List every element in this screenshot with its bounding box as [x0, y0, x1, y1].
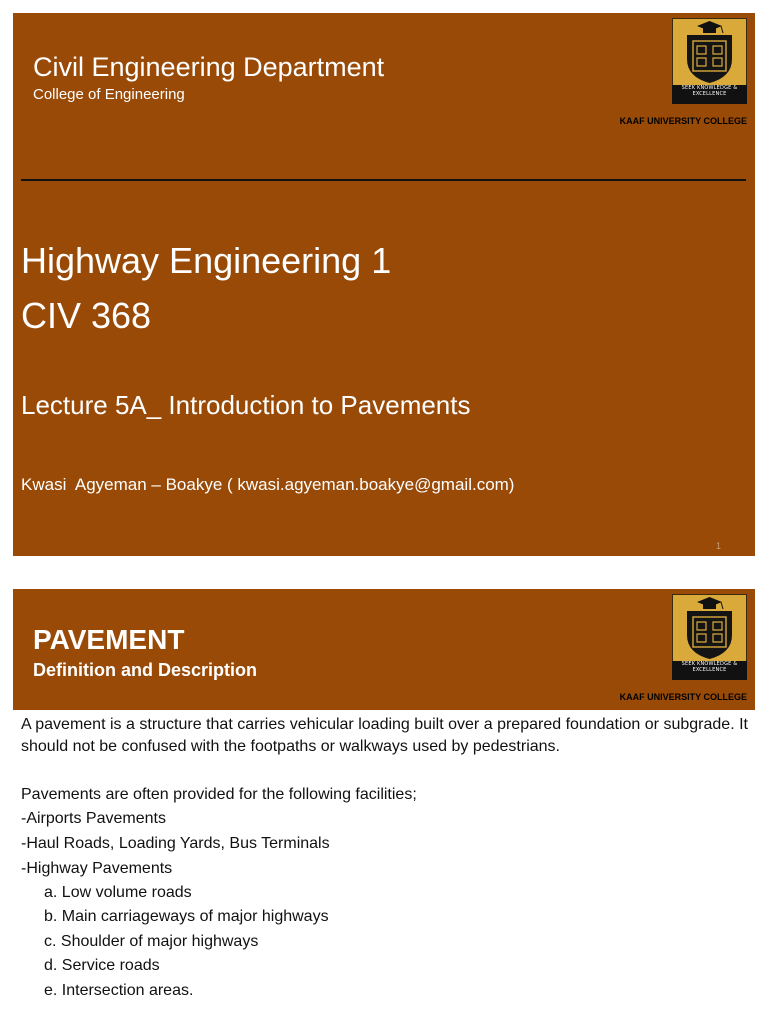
course-code: CIV 368: [21, 295, 152, 336]
lecture-title: Lecture 5A_ Introduction to Pavements: [21, 390, 471, 420]
institution-name: KAAF UNIVERSITY COLLEGE: [619, 116, 747, 126]
sub-list-item: b. Main carriageways of major highways: [44, 908, 329, 925]
definition-paragraph: A pavement is a structure that carries vehicular loading built over a prepared foundation or subgrade. It should not be confused with the footpaths or walkways used by pedestrians.: [21, 716, 748, 755]
sub-list-item: a. Low volume roads: [44, 884, 192, 901]
list-item: -Haul Roads, Loading Yards, Bus Terminals: [21, 835, 330, 852]
college-logo: [672, 594, 747, 679]
list-item: -Highway Pavements: [21, 860, 173, 877]
course-title: Highway Engineering 1: [21, 240, 392, 281]
facilities-intro: Pavements are often provided for the following facilities;: [21, 786, 417, 803]
author-line: Kwasi Agyeman – Boakye ( kwasi.agyeman.boakye@gmail.com): [21, 475, 515, 494]
sub-list-item: e. Intersection areas.: [44, 982, 194, 999]
shield-icon: [673, 595, 746, 661]
slide-number: 1: [716, 541, 722, 551]
college-logo: [672, 18, 747, 103]
logo-motto: SEEK KNOWLEDGE & EXCELLENCE: [681, 661, 738, 673]
institution-name: KAAF UNIVERSITY COLLEGE: [619, 692, 747, 702]
slide-banner: [13, 589, 755, 710]
list-item: -Airports Pavements: [21, 810, 166, 827]
divider: [21, 179, 746, 181]
college-subtitle: College of Engineering: [33, 86, 185, 103]
department-title: Civil Engineering Department: [33, 52, 385, 82]
slide-heading: PAVEMENT: [33, 624, 185, 655]
content-slide: [13, 589, 755, 1024]
shield-icon: [673, 19, 746, 85]
title-slide: [13, 13, 755, 556]
sub-list-item: c. Shoulder of major highways: [44, 933, 259, 950]
logo-motto: SEEK KNOWLEDGE & EXCELLENCE: [681, 85, 738, 97]
slide-subheading: Definition and Description: [33, 660, 258, 680]
sub-list-item: d. Service roads: [44, 957, 160, 974]
